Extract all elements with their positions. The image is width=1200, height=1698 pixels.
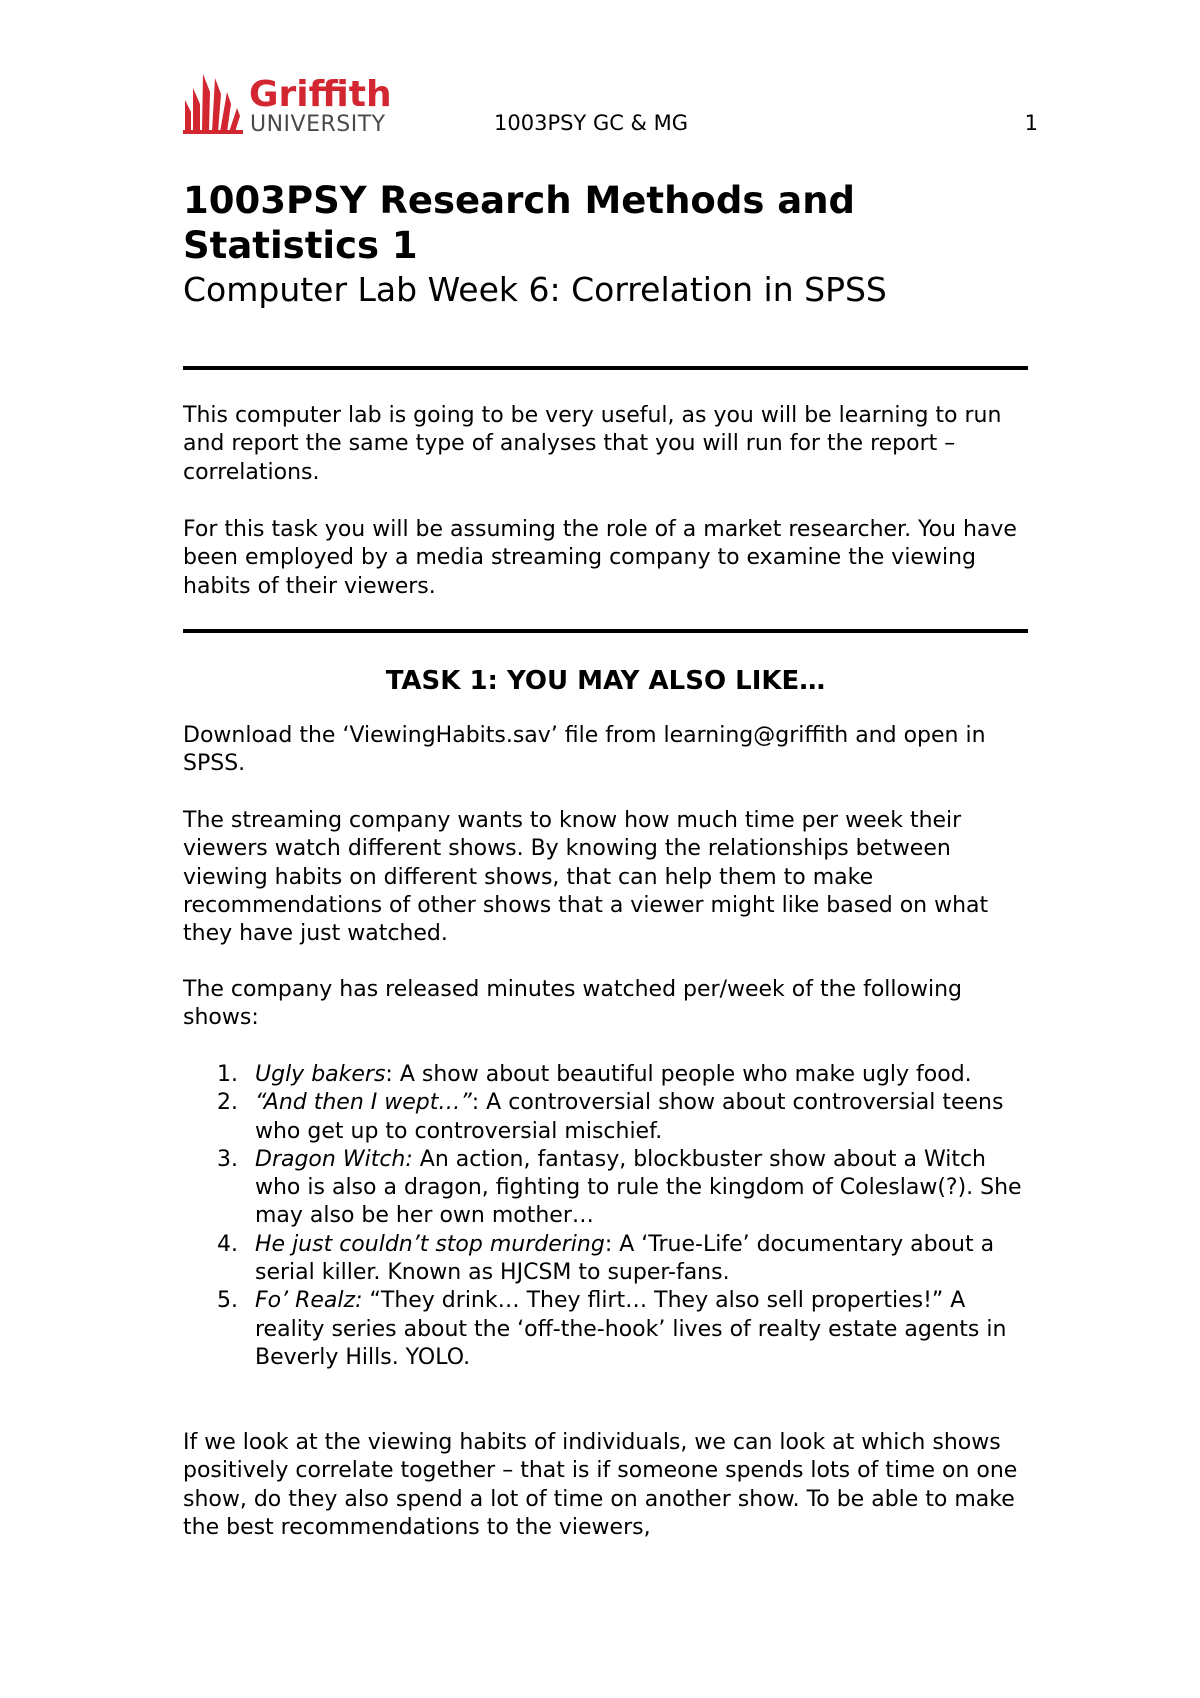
show-name: Fo’ Realz:: [255, 1288, 363, 1314]
show-name: Ugly bakers: [255, 1062, 386, 1087]
shows-list: [183, 1061, 1028, 1372]
task-paragraph-shows-intro: The company has released minutes watched per/week of the following shows:: [183, 977, 962, 1031]
list-number: 1.: [217, 1062, 238, 1087]
horizontal-rule: [183, 629, 1028, 633]
list-number: 5.: [217, 1288, 238, 1314]
document-title: 1003PSY Research Methods and Statistics 1: [183, 179, 856, 267]
page-number: 1: [1024, 111, 1038, 135]
task-paragraph-context: The streaming company wants to know how much time per week their viewers watch different shows. By knowing the relationships between viewing habits on different shows, that can help them to make recommendations of other shows that a viewer might like based on what they have just watched.: [183, 808, 989, 947]
svg-text:UNIVERSITY: UNIVERSITY: [250, 112, 386, 134]
list-number: 4.: [217, 1231, 238, 1257]
task-paragraph-download: Download the ‘ViewingHabits.sav’ file from learning@griffith and open in SPSS.: [183, 723, 986, 777]
show-name: “And then I wept…”: [255, 1090, 472, 1116]
intro-paragraph-2: For this task you will be assuming the role of a market researcher. You have been employed by a media streaming company to examine the viewing habits of their viewers.: [183, 517, 1017, 599]
list-item: [183, 1287, 1028, 1372]
task-1-heading: TASK 1: YOU MAY ALSO LIKE…: [385, 666, 826, 696]
list-item: [183, 1061, 1028, 1089]
list-item: [183, 1146, 1028, 1231]
show-name: He just couldn’t stop murdering: [255, 1231, 605, 1257]
show-description: : A controversial show about controversial teens who get up to controversial mischief.: [255, 1090, 1004, 1144]
document-subtitle: Computer Lab Week 6: Correlation in SPSS: [183, 270, 887, 309]
list-item: [183, 1089, 1028, 1146]
show-description: “They drink… They flirt… They also sell properties!” A reality series about the ‘off-the-hook’ lives of realty estate agents in Beverly Hills. YOLO.: [255, 1288, 1007, 1370]
horizontal-rule: [183, 366, 1028, 370]
list-item: [183, 1231, 1028, 1288]
show-description: : A show about beautiful people who make ugly food.: [385, 1062, 972, 1087]
task-paragraph-correlation: If we look at the viewing habits of individuals, we can look at which shows positively correlate together – that is if someone spends lots of time on one show, do they also spend a lot of time on another show. To be able to make the best recommendations to the viewers,: [183, 1430, 1018, 1540]
svg-text:Griffith: Griffith: [249, 74, 392, 115]
list-number: 2.: [217, 1090, 238, 1116]
list-number: 3.: [217, 1146, 238, 1172]
griffith-university-logo: [183, 70, 423, 134]
header-course-code: 1003PSY GC & MG: [494, 111, 688, 135]
show-name: Dragon Witch:: [255, 1146, 413, 1172]
intro-paragraph-1: This computer lab is going to be very useful, as you will be learning to run and report the same type of analyses that you will run for the report – correlations.: [183, 403, 1002, 485]
show-description: : A ‘True-Life’ documentary about a serial killer. Known as HJCSM to super-fans.: [255, 1231, 995, 1286]
show-description: An action, fantasy, blockbuster show about a Witch who is also a dragon, fighting to rule the kingdom of Coleslaw(?). She may also be her own mother…: [255, 1146, 1022, 1229]
